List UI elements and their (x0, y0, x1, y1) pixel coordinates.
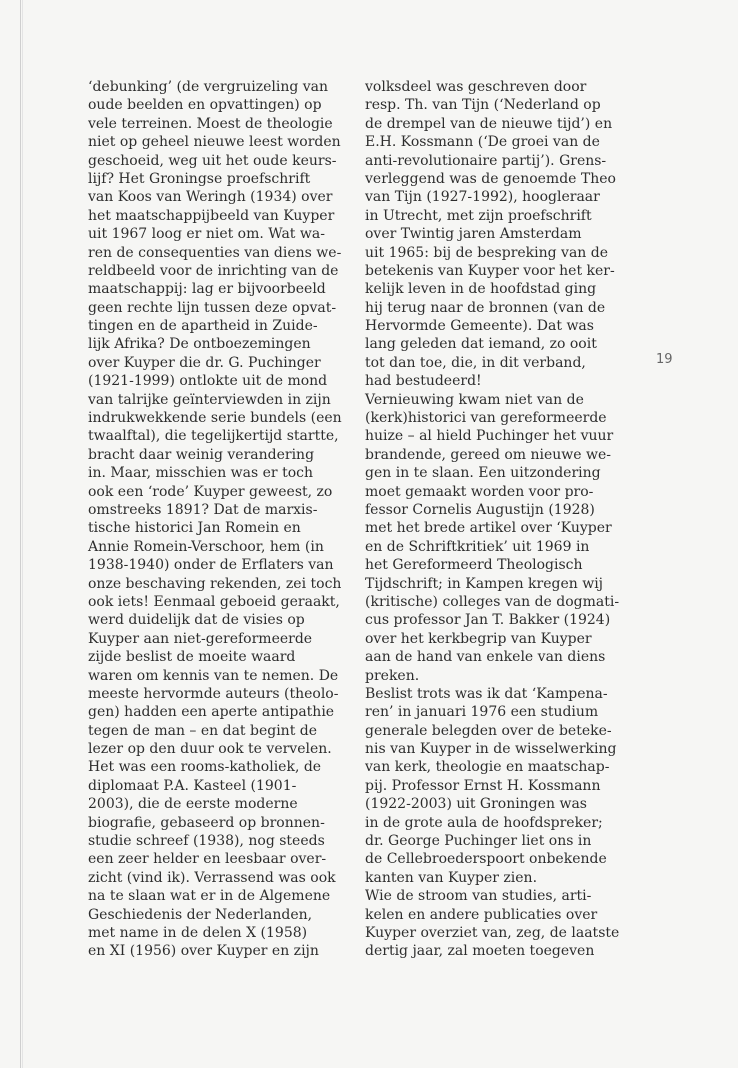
text-line: in de grote aula de hoofdspreker; (365, 814, 603, 831)
text-line: betekenis van Kuyper voor het ker- (365, 262, 615, 279)
text-line: met het brede artikel over ‘Kuyper (365, 520, 612, 537)
text-line: vele terreinen. Moest de theologie (88, 115, 333, 132)
text-line: biografie, gebaseerd op bronnen- (88, 814, 325, 831)
text-line: ‘debunking’ (de vergruizeling van (88, 79, 329, 95)
text-line: lijk Afrika? De ontboezemingen (88, 336, 311, 353)
text-line: volksdeel was geschreven door (365, 79, 587, 95)
text-line: anti-revolutionaire partij’). Grens- (365, 152, 607, 169)
text-line: van kerk, theologie en maatschap- (365, 759, 610, 776)
text-line: Vernieuwing kwam niet van de (365, 391, 584, 408)
text-line: geen rechte lijn tussen deze opvat- (88, 299, 337, 316)
text-line: cus professor Jan T. Bakker (1924) (365, 612, 611, 629)
text-line: Annie Romein-Verschoor, hem (in (88, 538, 324, 555)
page-edge-line (20, 0, 21, 1068)
text-line: Kuyper aan niet-gereformeerde (88, 630, 313, 647)
text-line: werd duidelijk dat de visies op (88, 612, 305, 629)
text-line: pij. Professor Ernst H. Kossmann (365, 777, 601, 794)
text-line: hij terug naar de bronnen (van de (365, 299, 606, 316)
text-line: ren’ in januari 1976 een studium (365, 704, 599, 721)
text-line: over Kuyper die dr. G. Puchinger (88, 354, 321, 371)
text-line: waren om kennis van te nemen. De (88, 667, 339, 684)
text-line: over Twintig jaren Amsterdam (365, 226, 582, 243)
text-line: (kritische) colleges van de dogmati- (365, 593, 620, 610)
text-line: van Tijn (1927-1992), hoogleraar (365, 189, 600, 206)
text-line: (1921-1999) ontlokte uit de mond (88, 373, 328, 390)
text-line: gen in te slaan. Een uitzondering (365, 465, 601, 482)
text-line: het maatschappijbeeld van Kuyper (88, 207, 335, 224)
text-line: indrukwekkende serie bundels (een (88, 410, 342, 427)
text-line: Geschiedenis der Nederlanden, (88, 906, 313, 923)
text-line: Kuyper overziet van, zeg, de laatste (365, 924, 620, 941)
text-line: preken. (365, 667, 420, 684)
text-line: brandende, gereed om nieuwe we- (365, 446, 612, 463)
text-column-left (88, 78, 350, 961)
text-line: (kerk)historici van gereformeerde (365, 410, 607, 427)
text-line: en de Schriftkritiek’ uit 1969 in (365, 538, 590, 555)
text-line: niet op geheel nieuwe leest worden (88, 134, 341, 151)
text-line: gen) hadden een aperte antipathie (88, 704, 335, 721)
text-line: reldbeeld voor de inrichting van de (88, 262, 339, 279)
text-line: E.H. Kossmann (‘De groei van de (365, 134, 600, 151)
text-line: omstreeks 1891? Dat de marxis- (88, 501, 318, 518)
text-line: nis van Kuyper in de wisselwerking (365, 741, 617, 758)
text-line: uit 1967 loog er niet om. Wat wa- (88, 226, 325, 243)
text-line: van Koos van Weringh (1934) over (88, 189, 333, 206)
page-edge-shadow (22, 0, 23, 1068)
text-line: ook iets! Eenmaal geboeid geraakt, (88, 593, 340, 610)
text-line: met name in de delen X (1958) (88, 924, 308, 941)
text-line: in Utrecht, met zijn proefschrift (365, 207, 592, 224)
text-line: lang geleden dat iemand, zo ooit (365, 336, 597, 353)
text-line: de Cellebroederspoort onbekende (365, 851, 607, 868)
text-line: kelijk leven in de hoofdstad ging (365, 281, 597, 298)
text-line: de drempel van de nieuwe tijd’) en (365, 115, 613, 132)
text-line: tegen de man – en dat begint de (88, 722, 318, 739)
text-line: zicht (vind ik). Verrassend was ook (88, 869, 336, 886)
text-line: resp. Th. van Tijn (‘Nederland op (365, 97, 601, 114)
text-line: in. Maar, misschien was er toch (88, 465, 313, 482)
text-line: (1922-2003) uit Groningen was (365, 796, 587, 813)
text-line: had bestudeerd! (365, 373, 482, 390)
text-line: aan de hand van enkele van diens (365, 649, 606, 666)
text-line: tot dan toe, die, in dit verband, (365, 354, 586, 371)
text-line: Het was een rooms-katholiek, de (88, 759, 322, 776)
text-line: tische historici Jan Romein en (88, 520, 301, 537)
text-line: na te slaan wat er in de Algemene (88, 888, 331, 905)
text-line: het Gereformeerd Theologisch (365, 557, 583, 574)
text-line: 1938-1940) onder de Erflaters van (88, 557, 334, 574)
page-number: 19 (656, 352, 673, 367)
text-line: dertig jaar, zal moeten toegeven (365, 943, 595, 960)
text-line: Wie de stroom van studies, arti- (365, 888, 592, 905)
text-line: diplomaat P.A. Kasteel (1901- (88, 777, 297, 794)
text-line: een zeer helder en leesbaar over- (88, 851, 327, 868)
text-line: Beslist trots was ik dat ‘Kampena- (365, 685, 608, 702)
text-line: 2003), die de eerste moderne (88, 796, 298, 813)
text-column-right (365, 78, 625, 961)
text-line: uit 1965: bij de bespreking van de (365, 244, 609, 261)
text-line: zijde beslist de moeite waard (88, 649, 296, 666)
text-line: lijf? Het Groningse proefschrift (88, 170, 311, 187)
text-line: generale belegden over de beteke- (365, 722, 612, 739)
text-line: kanten van Kuyper zien. (365, 869, 538, 886)
text-line: meeste hervormde auteurs (theolo- (88, 685, 339, 702)
text-line: dr. George Puchinger liet ons in (365, 833, 592, 850)
text-line: twaalftal), die tegelijkertijd startte, (88, 428, 339, 445)
text-line: tingen en de apartheid in Zuide- (88, 318, 318, 335)
text-line: onze beschaving rekenden, zei toch (88, 575, 342, 592)
text-line: Hervormde Gemeente). Dat was (365, 318, 594, 335)
text-line: en XI (1956) over Kuyper en zijn (88, 943, 319, 960)
text-line: over het kerkbegrip van Kuyper (365, 630, 592, 647)
text-line: Tijdschrift; in Kampen kregen wij (365, 575, 604, 592)
text-line: maatschappij: lag er bijvoorbeeld (88, 281, 326, 298)
text-line: moet gemaakt worden voor pro- (365, 483, 594, 500)
text-line: ren de consequenties van diens we- (88, 244, 342, 261)
text-line: kelen en andere publicaties over (365, 906, 598, 923)
text-line: verleggend was de genoemde Theo (365, 170, 616, 187)
text-line: oude beelden en opvattingen) op (88, 97, 322, 114)
text-line: bracht daar weinig verandering (88, 446, 315, 463)
text-line: huize – al hield Puchinger het vuur (365, 428, 614, 445)
text-line: ook een ‘rode’ Kuyper geweest, zo (88, 483, 333, 500)
text-line: geschoeid, weg uit het oude keurs- (88, 152, 337, 169)
text-line: lezer op den duur ook te vervelen. (88, 741, 332, 758)
text-line: van talrijke geïnterviewden in zijn (88, 391, 331, 408)
text-line: studie schreef (1938), nog steeds (88, 833, 325, 850)
text-line: fessor Cornelis Augustijn (1928) (365, 501, 595, 518)
